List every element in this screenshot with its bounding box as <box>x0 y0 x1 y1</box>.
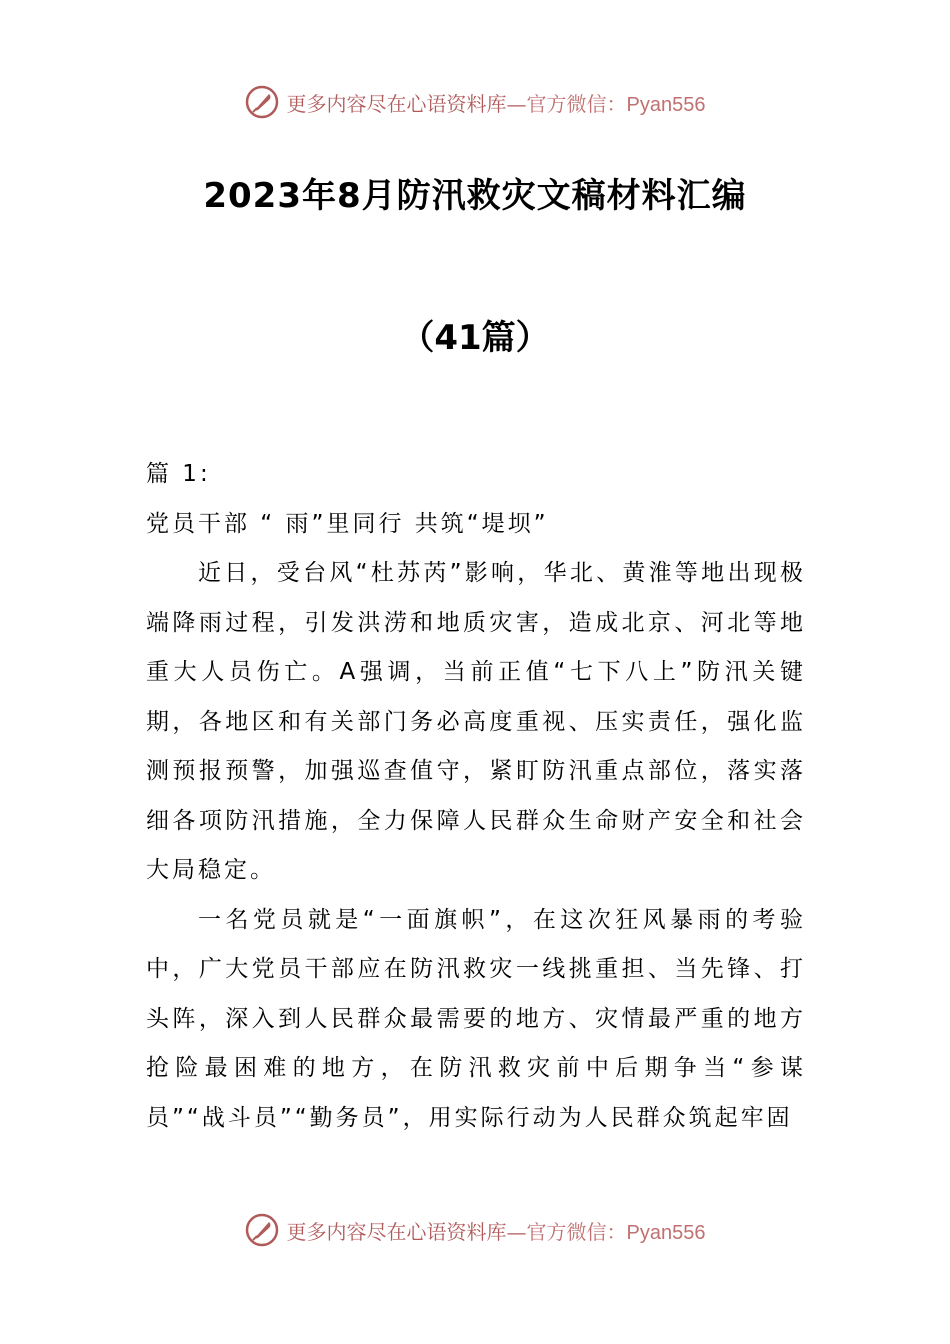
paragraph-1: 近日，受台风“杜苏芮”影响，华北、黄淮等地出现极端降雨过程，引发洪涝和地质灾害，造成北京、河北等地重大人员伤亡。A强调，当前正值“七下八上”防汛关键期，各地区和有关部门务必高度重视、压实责任，强化监测预报预警，加强巡查值守，紧盯防汛重点部位，落实落细各项防汛措施，全力保障人民群众生命财产安全和社会大局稳定。 <box>146 560 806 883</box>
quill-logo-icon <box>245 85 279 119</box>
article-heading: 党员干部 “ 雨”里同行 共筑“堤坝” <box>146 510 549 537</box>
watermark-text: 更多内容尽在心语资料库—官方微信：Pyan556 <box>286 1219 706 1244</box>
document-body <box>146 450 806 1143</box>
quill-logo-icon <box>245 1213 279 1247</box>
footer-watermark <box>0 1210 950 1250</box>
header-watermark <box>0 82 950 122</box>
document-subtitle: （41篇） <box>400 318 550 358</box>
document-title: 2023年8月防汛救灾文稿材料汇编 <box>203 176 747 216</box>
paragraph-2: 一名党员就是“一面旗帜”，在这次狂风暴雨的考验中，广大党员干部应在防汛救灾一线挑重担、当先锋、打头阵，深入到人民群众最需要的地方、灾情最严重的地方抢险最困难的地方，在防汛救灾前中后期争当“参谋员”“战斗员”“勤务员”，用实际行动为人民群众筑起牢固 <box>146 906 806 1131</box>
section-label: 篇 1: <box>146 461 211 487</box>
watermark-text: 更多内容尽在心语资料库—官方微信：Pyan556 <box>286 91 706 116</box>
